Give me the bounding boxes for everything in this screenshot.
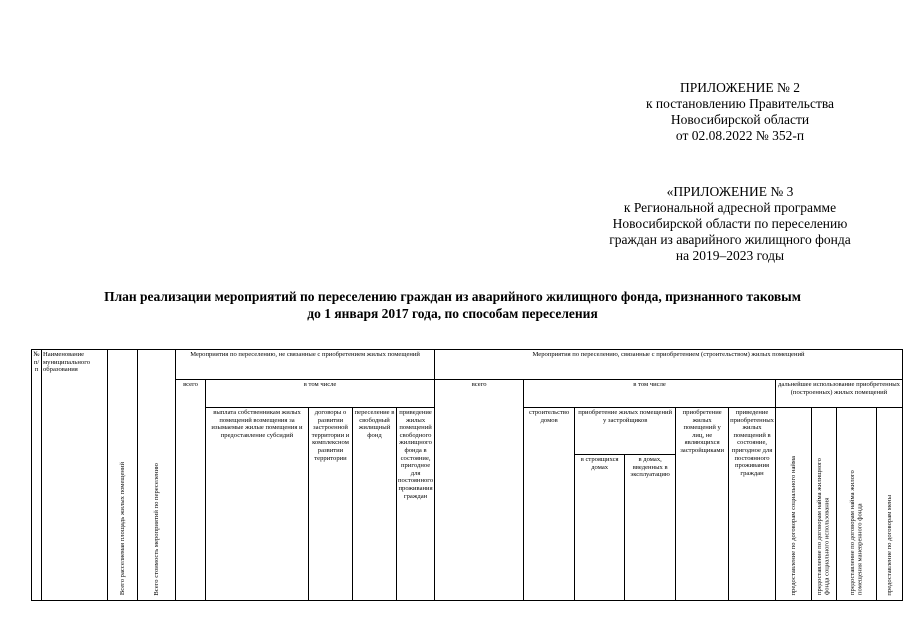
- use-social-fund-header: [811, 408, 836, 601]
- contracts-header: договоры о развитии застроенной территории и комплексном развитии территории: [309, 408, 353, 601]
- related-total-header: всего: [435, 380, 524, 601]
- appendix-2-line: к постановлению Правительства: [645, 96, 835, 111]
- group-not-related-header: Мероприятия по переселению, не связанные с приобретением жилых помещений: [176, 350, 435, 380]
- ransom-header: выплата собственникам жилых помещений возмещения за изымаемые жилые помещения и предоставление субсидий: [206, 408, 309, 601]
- appendix-3-line: на 2019–2023 годы: [675, 248, 785, 263]
- appendix-3-line: граждан из аварийного жилищного фонда: [609, 232, 851, 247]
- appendix-3-line: «ПРИЛОЖЕНИЕ № 3: [666, 184, 794, 199]
- purchase-developers-header: приобретение жилых помещений у застройщиков: [575, 408, 676, 455]
- appendix-3-line: Новосибирской области по переселению: [612, 216, 848, 231]
- appendix-2-line: ПРИЛОЖЕНИЕ № 2: [679, 80, 801, 95]
- use-maneuver-label: предоставление по договорам найма жилого помещения маневренного фонда: [848, 470, 864, 596]
- col-total-cost-label: Всего стоимость мероприятий по переселению: [152, 462, 160, 596]
- not-related-including-header: в том числе: [206, 380, 435, 408]
- group-related-header: Мероприятия по переселению, связанные с приобретением (строительством) жилых помещений: [435, 350, 903, 380]
- purchase-nondevelopers-header: приобретение жилых помещений у лиц, не являющихся застройщиками: [676, 408, 729, 601]
- appendix-2-header: [600, 80, 880, 144]
- col-municipality-header: Наименование муниципального образования: [42, 350, 108, 601]
- use-exchange-label: предоставление по договорам мены: [885, 494, 893, 596]
- col-total-area-label: Всего расселяемая площадь жилых помещений: [118, 462, 126, 596]
- use-social-fund-label: предоставление по договорам найма жилищного фонда социального использования: [816, 458, 831, 596]
- appendix-2-line: от 02.08.2022 № 352-п: [675, 128, 805, 143]
- document-title: [40, 288, 865, 322]
- use-social-label: предоставление по договорам социального найма: [789, 455, 797, 596]
- use-maneuver-header: [836, 408, 876, 601]
- bringing-free-header: приведение жилых помещений свободного жилищного фонда в состояние, пригодное для постоянного проживания граждан: [397, 408, 435, 601]
- not-related-total-header: всего: [176, 380, 206, 601]
- further-use-header: дальнейшее использование приобретенных (построенных) жилых помещений: [775, 380, 902, 408]
- in-built-houses-header: в строящихся домах: [575, 455, 625, 601]
- col-total-cost-header: [138, 350, 176, 601]
- construction-header: строительство домов: [524, 408, 575, 601]
- appendix-2-line: Новосибирской области: [670, 112, 810, 127]
- bringing-purchased-header: приведение приобретенных жилых помещений в состояние, пригодное для постоянного проживания граждан: [729, 408, 776, 601]
- title-line: План реализации мероприятий по переселению граждан из аварийного жилищного фонда, признанного таковым: [104, 289, 801, 304]
- use-exchange-header: [876, 408, 902, 601]
- use-social-header: [775, 408, 811, 601]
- in-commissioned-houses-header: в домах, введенных в эксплуатацию: [625, 455, 676, 601]
- col-number-header: № п/п: [32, 350, 42, 601]
- related-including-header: в том числе: [524, 380, 776, 408]
- col-total-area-header: [108, 350, 138, 601]
- appendix-3-header: [580, 184, 880, 264]
- appendix-3-line: к Региональной адресной программе: [623, 200, 837, 215]
- title-line: до 1 января 2017 года, по способам переселения: [307, 306, 598, 321]
- resettlement-plan-table: [31, 349, 903, 601]
- resettle-free-header: переселение в свободный жилищный фонд: [353, 408, 397, 601]
